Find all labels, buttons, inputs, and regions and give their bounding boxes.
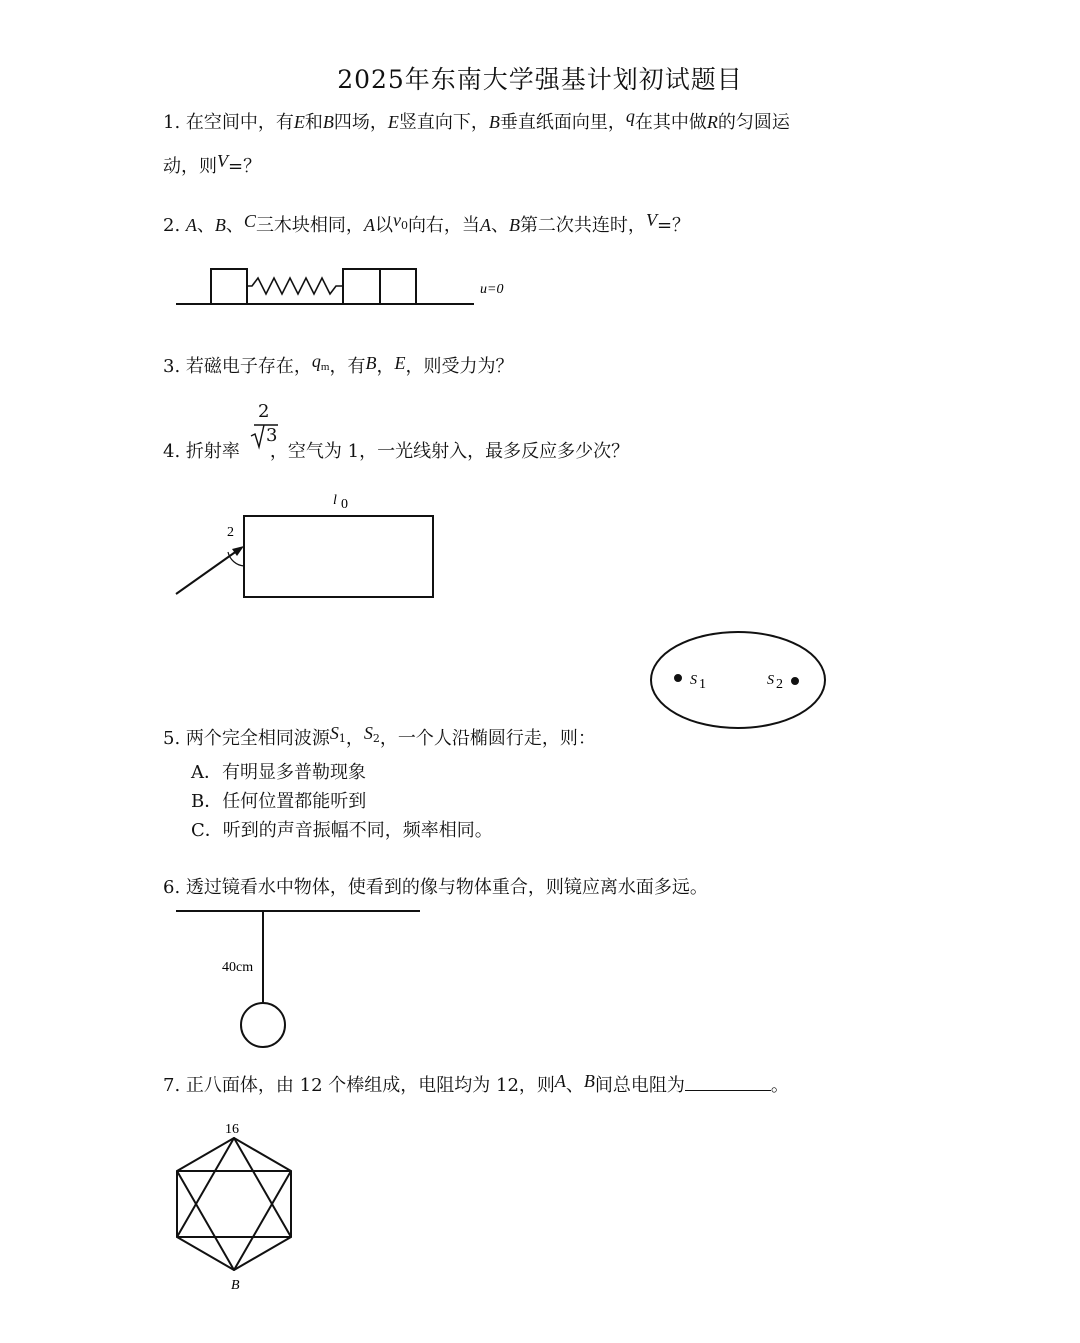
q7-fig-top-label: 16 [225,1122,239,1137]
question-text: 正八面体，由 12 个棒组成，电阻均为 12，则 [185,1075,555,1096]
q4-fig-top-label: l [333,493,337,508]
question-text: 。 [770,1075,789,1096]
symbol-B: B [322,112,334,132]
q6-fig-label: 40cm [222,960,254,975]
question-number: 2. [163,215,181,236]
symbol-V: V [645,210,657,230]
symbol-A: A [363,215,375,235]
q2-fig-label: u=0 [480,282,504,297]
symbol-v: v [392,210,401,230]
q5-fig-s1: S [690,673,697,688]
question-number: 5. [163,728,181,749]
arrow-head [232,546,244,556]
symbol-S2: S [363,723,373,743]
q2-figure [176,269,474,304]
spring [247,278,343,294]
question-number: 7. [163,1075,181,1096]
symbol-B: B [365,353,377,373]
question-number: 1. [163,112,181,133]
question-text: ，空气为 1，一光线射入，最多反应多少次？ [269,441,630,462]
triangle-down [177,1171,291,1270]
option-a: A．有明显多普勒现象 [191,762,366,783]
question-text: 在空间中，有 [185,112,294,133]
hexagon [177,1138,291,1270]
question-text: =？ [228,156,262,177]
fraction-denominator: 3 [266,425,278,446]
question-text: 透过镜看水中物体，使看到的像与物体重合，则镜应离水面多远。 [185,877,708,898]
fraction-numerator: 2 [258,401,270,422]
q5-fig-s2: S [767,673,774,688]
symbol-B: B [508,215,520,235]
question-text: ，一个人沿椭圆行走，则： [379,728,596,749]
symbol-S1: S [329,723,339,743]
symbol-A: A [554,1071,566,1091]
sqrt-sign [251,425,278,447]
q7-fig-bottom-label: B [231,1278,240,1293]
symbol-C: C [243,211,256,231]
symbol-B: B [214,215,226,235]
symbol-E: E [293,112,305,132]
symbol-q: q [625,106,635,126]
question-text: 竖直向下， [398,112,489,133]
separator: ， [345,728,364,749]
question-text: 间总电阻为 [594,1075,685,1096]
glass-block [244,516,433,597]
subscript: 2 [372,732,380,745]
question-text: =？ [656,215,691,236]
question-text: 四场， [333,112,388,133]
q5-fig-s1-sub: 1 [699,677,706,692]
question-text: 动，则 [163,156,217,177]
symbol-B: B [583,1071,595,1091]
symbol-E: E [394,353,406,373]
question-text: 的匀圆运 [717,112,790,133]
question-text: 两个完全相同波源 [185,728,330,749]
question-text: 第二次共连时， [519,215,646,236]
q7-figure [177,1138,291,1270]
symbol-q: q [311,351,321,371]
question-text: 三木块相同， [255,215,364,236]
q4-fig-top-sub: 0 [341,497,348,512]
subscript: 0 [400,219,408,232]
question-text: 和 [304,112,323,133]
symbol-A: A [185,215,197,235]
option-c: C．听到的声音振幅不同，频率相同。 [191,820,493,841]
source-s2-dot [792,678,798,684]
separator: 、 [225,215,244,236]
symbol-E: E [387,112,399,132]
symbol-A: A [479,215,491,235]
q6-figure [176,911,420,1047]
question-text: ，有 [329,356,366,377]
question-text: 在其中做 [634,112,707,133]
source-s1-dot [675,675,681,681]
q5-figure [651,632,825,728]
symbol-B: B [488,112,500,132]
question-number: 4. [163,441,181,462]
separator: 、 [490,215,509,236]
question-text: ， [376,356,395,377]
symbol-V: V [217,151,228,171]
question-number: 6. [163,877,181,898]
block-b [343,269,380,304]
question-text: 垂直纸面向里， [499,112,626,133]
block-a [211,269,247,304]
triangle-up [177,1138,291,1237]
separator: 、 [565,1075,584,1096]
incident-ray [176,548,241,594]
q5-fig-s2-sub: 2 [776,677,783,692]
page-title: 2025年东南大学强基计划初试题目 [337,65,743,94]
separator: 、 [196,215,215,236]
object-ball [241,1003,285,1047]
question-text: 以 [374,215,393,236]
question-number: 3. [163,356,181,377]
subscript: m [320,361,330,373]
option-b: B．任何位置都能听到 [191,791,367,812]
question-text: 向右，当 [407,215,480,236]
question-text: 折射率 [185,441,240,462]
question-text: 若磁电子存在， [185,356,312,377]
question-text: ，则受力为？ [405,356,514,377]
symbol-R: R [706,112,718,132]
q4-figure [176,516,433,597]
block-c [380,269,416,304]
q4-fig-angle-label: 2 [227,525,234,540]
subscript: 1 [338,732,346,745]
